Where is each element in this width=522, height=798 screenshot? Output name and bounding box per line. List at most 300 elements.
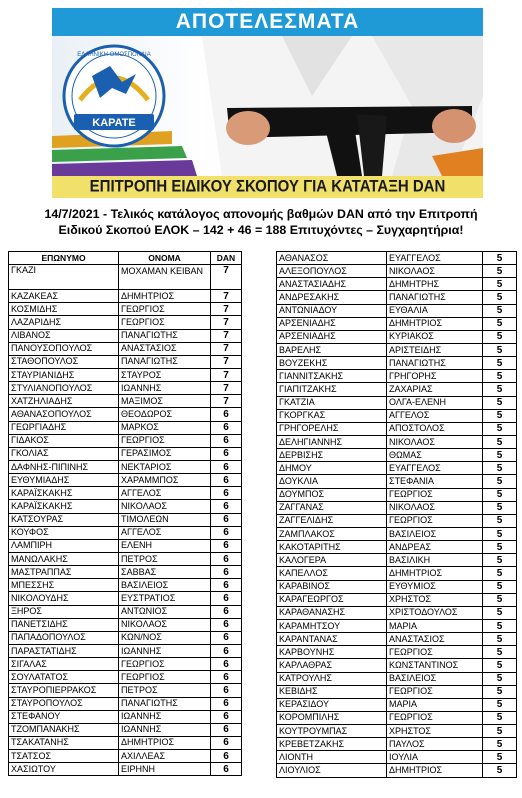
- cell-surname: ΔΑΦΝΗΣ-ΠΙΠΙΝΗΣ: [9, 460, 119, 473]
- cell-surname: ΜΠΕΣΣΗΣ: [9, 579, 119, 592]
- cell-firstname: ΟΛΓΑ-ΕΛΕΝΗ: [387, 396, 483, 409]
- cell-dan: 5: [483, 606, 517, 619]
- logo-text: ΚΑΡΑΤΕ: [92, 117, 136, 129]
- cell-firstname: ΠΑΥΛΟΣ: [387, 738, 483, 751]
- cell-dan: 5: [483, 462, 517, 475]
- table-row: [9, 408, 242, 421]
- cell-surname: ΛΙΟΝΤΗ: [277, 751, 387, 764]
- cell-firstname: ΑΓΓΕΛΟΣ: [119, 526, 211, 539]
- cell-firstname: ΘΩΜΑΣ: [387, 449, 483, 462]
- cell-dan: 5: [483, 685, 517, 698]
- cell-firstname: ΓΕΩΡΓΙΟΣ: [119, 658, 211, 671]
- table-row: [277, 396, 517, 409]
- cell-dan: 5: [483, 593, 517, 606]
- cell-dan: 5: [483, 422, 517, 435]
- table-row: [9, 566, 242, 579]
- cell-surname: ΑΝΔΡΕΣΑΚΗΣ: [277, 291, 387, 304]
- table-row: [277, 659, 517, 672]
- cell-firstname: ΠΑΝΑΓΙΩΤΗΣ: [387, 291, 483, 304]
- cell-dan: 5: [483, 370, 517, 383]
- table-row: [277, 265, 517, 278]
- cell-dan: 7: [211, 355, 242, 368]
- table-row: [277, 409, 517, 422]
- cell-surname: ΕΥΘΥΜΙΑΔΗΣ: [9, 474, 119, 487]
- cell-firstname: ΧΡΗΣΤΟΣ: [387, 593, 483, 606]
- cell-firstname: ΑΡΙΣΤΕΙΔΗΣ: [387, 343, 483, 356]
- cell-firstname: ΕΥΣΤΡΑΤΙΟΣ: [119, 592, 211, 605]
- cell-dan: 6: [211, 697, 242, 710]
- cell-dan: 5: [483, 383, 517, 396]
- table-row: [277, 462, 517, 475]
- cell-dan: 5: [483, 764, 517, 777]
- cell-surname: ΚΑΤΡΟΥΛΗΣ: [277, 672, 387, 685]
- cell-surname: ΚΑΡΛΑΘΡΑΣ: [277, 659, 387, 672]
- cell-surname: ΚΑΡΑΒΙΝΟΣ: [277, 580, 387, 593]
- cell-dan: 5: [483, 619, 517, 632]
- table-row: [9, 342, 242, 355]
- cell-firstname: ΕΥΑΓΓΕΛΟΣ: [387, 462, 483, 475]
- cell-firstname: ΜΑΞΙΜΟΣ: [119, 395, 211, 408]
- cell-dan: 6: [211, 605, 242, 618]
- cell-firstname: ΜΟΧΑΜΑΝ ΚΕΙΒΑΝ: [119, 265, 211, 290]
- table-row: [277, 554, 517, 567]
- cell-surname: ΧΑΣΙΩΤΟΥ: [9, 763, 119, 776]
- cell-dan: 6: [211, 474, 242, 487]
- cell-surname: ΚΑΡΑΝΤΑΝΑΣ: [277, 633, 387, 646]
- cell-firstname: ΜΑΡΙΑ: [387, 619, 483, 632]
- cell-dan: 7: [211, 342, 242, 355]
- table-row: [277, 527, 517, 540]
- cell-dan: 7: [211, 316, 242, 329]
- table-row: [277, 422, 517, 435]
- cell-surname: ΑΡΣΕΝΙΑΔΗΣ: [277, 330, 387, 343]
- cell-surname: ΜΑΣΤΡΑΠΠΑΣ: [9, 566, 119, 579]
- table-row: [277, 252, 517, 265]
- table-row: [9, 658, 242, 671]
- cell-surname: ΚΑΤΣΟΥΡΑΣ: [9, 513, 119, 526]
- cell-firstname: ΧΡΗΣΤΟΣ: [387, 725, 483, 738]
- table-row: [9, 487, 242, 500]
- cell-surname: ΚΑΚΟΤΑΡΙΤΗΣ: [277, 541, 387, 554]
- cell-surname: ΚΡΕΒΕΤΖΑΚΗΣ: [277, 738, 387, 751]
- cell-firstname: ΓΕΩΡΓΙΟΣ: [387, 685, 483, 698]
- cell-surname: ΚΟΡΟΜΠΙΛΗΣ: [277, 711, 387, 724]
- banner-subtitle: ΕΠΙΤΡΟΠΗ ΕΙΔΙΚΟΥ ΣΚΟΠΟΥ ΓΙΑ ΚΑΤΑΤΑΞΗ DAN: [89, 177, 446, 196]
- cell-dan: 5: [483, 265, 517, 278]
- table-row: [9, 290, 242, 303]
- cell-firstname: ΑΓΓΕΛΟΣ: [387, 409, 483, 422]
- table-row: [9, 368, 242, 381]
- logo-ring-text: ΕΛΛΗΝΙΚΗ ΟΜΟΣΠΟΝΔΙΑ: [77, 52, 151, 58]
- cell-firstname: ΚΥΡΙΑΚΟΣ: [387, 330, 483, 343]
- table-row: [277, 698, 517, 711]
- cell-surname: ΓΡΗΓΟΡΕΛΗΣ: [277, 422, 387, 435]
- cell-dan: 5: [483, 330, 517, 343]
- cell-firstname: ΚΩΝΣΤΑΝΤΙΝΟΣ: [387, 659, 483, 672]
- cell-dan: 5: [483, 278, 517, 291]
- cell-firstname: ΑΓΓΕΛΟΣ: [119, 487, 211, 500]
- cell-dan: 6: [211, 723, 242, 736]
- table-row: [277, 343, 517, 356]
- header-surname: ΕΠΩΝΥΜΟ: [9, 252, 119, 265]
- cell-surname: ΔΟΥΜΠΟΣ: [277, 488, 387, 501]
- cell-dan: 5: [483, 252, 517, 265]
- cell-surname: ΚΑΡΑΜΗΤΣΟΥ: [277, 619, 387, 632]
- cell-dan: 6: [211, 644, 242, 657]
- cell-firstname: ΓΕΩΡΓΙΟΣ: [119, 316, 211, 329]
- table-row: [9, 684, 242, 697]
- cell-surname: ΤΖΟΜΠΑΝΑΚΗΣ: [9, 723, 119, 736]
- cell-dan: 5: [483, 554, 517, 567]
- cell-firstname: ΒΑΣΙΛΙΚΗ: [387, 554, 483, 567]
- cell-dan: 7: [211, 368, 242, 381]
- cell-dan: 5: [483, 725, 517, 738]
- cell-dan: 5: [483, 698, 517, 711]
- cell-surname: ΑΘΑΝΑΣΟΠΟΥΛΟΣ: [9, 408, 119, 421]
- cell-firstname: ΣΤΕΦΑΝΙΑ: [387, 475, 483, 488]
- cell-surname: ΓΚΟΛΙΑΣ: [9, 447, 119, 460]
- table-row: [9, 592, 242, 605]
- cell-firstname: ΒΑΣΙΛΕΙΟΣ: [119, 579, 211, 592]
- cell-firstname: ΝΙΚΟΛΑΟΣ: [119, 500, 211, 513]
- cell-surname: ΚΑΡΑΪΣΚΑΚΗΣ: [9, 487, 119, 500]
- table-row: [277, 711, 517, 724]
- table-row: [277, 567, 517, 580]
- cell-surname: ΓΚΑΖΙ: [9, 265, 119, 290]
- table-row: [277, 488, 517, 501]
- cell-dan: 5: [483, 672, 517, 685]
- cell-dan: 5: [483, 527, 517, 540]
- table-row: [9, 421, 242, 434]
- cell-firstname: ΜΑΡΚΟΣ: [119, 421, 211, 434]
- cell-dan: 5: [483, 291, 517, 304]
- cell-firstname: ΠΕΤΡΟΣ: [119, 684, 211, 697]
- cell-firstname: ΙΩΑΝΝΗΣ: [119, 723, 211, 736]
- cell-surname: ΚΟΥΤΡΟΥΜΠΑΣ: [277, 725, 387, 738]
- table-row: [277, 304, 517, 317]
- header-firstname: ΟΝΟΜΑ: [119, 252, 211, 265]
- table-row: [9, 736, 242, 749]
- cell-dan: 5: [483, 396, 517, 409]
- cell-firstname: ΕΙΡΗΝΗ: [119, 763, 211, 776]
- cell-dan: 6: [211, 421, 242, 434]
- cell-firstname: ΔΗΜΗΤΡΙΟΣ: [387, 317, 483, 330]
- results-table-right-body: [277, 252, 517, 778]
- table-row: [277, 514, 517, 527]
- table-row: [9, 316, 242, 329]
- cell-surname: ΓΙΑΠΙΤΖΑΚΗΣ: [277, 383, 387, 396]
- table-row: [277, 501, 517, 514]
- cell-dan: 6: [211, 539, 242, 552]
- table-row: [9, 644, 242, 657]
- cell-surname: ΖΑΜΠΛΑΚΟΣ: [277, 527, 387, 540]
- cell-firstname: ΠΑΝΑΓΙΩΤΗΣ: [119, 355, 211, 368]
- cell-dan: 5: [483, 580, 517, 593]
- cell-dan: 6: [211, 763, 242, 776]
- cell-firstname: ΕΥΘΥΜΙΟΣ: [387, 580, 483, 593]
- table-row: [277, 370, 517, 383]
- table-row: [277, 541, 517, 554]
- cell-dan: 5: [483, 435, 517, 448]
- banner-title: ΑΠΟΤΕΛΕΣΜΑΤΑ: [175, 10, 360, 33]
- cell-dan: 5: [483, 501, 517, 514]
- cell-surname: ΚΑΡΑΓΕΩΡΓΟΣ: [277, 593, 387, 606]
- cell-firstname: ΝΙΚΟΛΑΟΣ: [119, 618, 211, 631]
- table-row: [9, 763, 242, 776]
- cell-dan: 6: [211, 631, 242, 644]
- cell-surname: ΞΗΡΟΣ: [9, 605, 119, 618]
- table-row: [9, 474, 242, 487]
- cell-surname: ΒΑΡΕΛΗΣ: [277, 343, 387, 356]
- cell-firstname: ΓΡΗΓΟΡΗΣ: [387, 370, 483, 383]
- cell-surname: ΣΟΥΛΑΤΑΤΟΣ: [9, 671, 119, 684]
- cell-dan: 6: [211, 460, 242, 473]
- cell-surname: ΔΕΡΒΙΣΗΣ: [277, 449, 387, 462]
- cell-surname: ΚΟΣΜΙΔΗΣ: [9, 303, 119, 316]
- cell-firstname: ΓΕΩΡΓΙΟΣ: [387, 514, 483, 527]
- cell-surname: ΣΤΑΥΡΙΑΝΙΔΗΣ: [9, 368, 119, 381]
- header-dan: DAN: [211, 252, 242, 265]
- karate-federation-logo: [64, 46, 164, 146]
- cell-dan: 5: [483, 449, 517, 462]
- cell-surname: ΠΑΠΑΔΟΠΟΥΛΟΣ: [9, 631, 119, 644]
- table-row: [277, 672, 517, 685]
- cell-firstname: ΝΙΚΟΛΑΟΣ: [387, 435, 483, 448]
- cell-dan: 5: [483, 646, 517, 659]
- cell-surname: ΣΙΓΑΛΑΣ: [9, 658, 119, 671]
- table-row: [9, 382, 242, 395]
- cell-dan: 7: [211, 382, 242, 395]
- cell-dan: 6: [211, 579, 242, 592]
- table-row: [9, 552, 242, 565]
- table-row: [9, 500, 242, 513]
- cell-surname: ΛΙΟΥΛΙΟΣ: [277, 764, 387, 777]
- cell-firstname: ΑΝΑΣΤΑΣΙΟΣ: [387, 633, 483, 646]
- cell-surname: ΓΙΔΑΚΟΣ: [9, 434, 119, 447]
- table-row: [277, 475, 517, 488]
- cell-firstname: ΧΑΡΑΜΜΠΟΣ: [119, 474, 211, 487]
- table-row: [277, 633, 517, 646]
- cell-firstname: ΝΕΚΤΑΡΙΟΣ: [119, 460, 211, 473]
- table-row: [277, 725, 517, 738]
- cell-firstname: ΖΑΧΑΡΙΑΣ: [387, 383, 483, 396]
- cell-firstname: ΒΑΣΙΛΕΙΟΣ: [387, 672, 483, 685]
- cell-surname: ΣΤΑΥΡΟΠΟΥΛΟΣ: [9, 697, 119, 710]
- table-row: [9, 329, 242, 342]
- table-row: [9, 579, 242, 592]
- table-row: [9, 697, 242, 710]
- cell-surname: ΠΑΡΑΣΤΑΤΙΔΗΣ: [9, 644, 119, 657]
- cell-firstname: ΙΩΑΝΝΗΣ: [119, 644, 211, 657]
- cell-dan: 7: [211, 329, 242, 342]
- table-row: [9, 355, 242, 368]
- cell-surname: ΚΑΡΑΘΑΝΑΣΗΣ: [277, 606, 387, 619]
- cell-firstname: ΔΗΜΗΤΡΙΟΣ: [119, 736, 211, 749]
- cell-surname: ΤΣΑΤΣΟΣ: [9, 750, 119, 763]
- cell-surname: ΔΕΛΗΓΙΑΝΝΗΣ: [277, 435, 387, 448]
- cell-firstname: ΙΩΑΝΝΗΣ: [119, 382, 211, 395]
- cell-firstname: ΑΝΔΡΕΑΣ: [387, 541, 483, 554]
- announcement-heading: [0, 206, 522, 238]
- table-row: [277, 580, 517, 593]
- cell-firstname: ΓΕΡΑΣΙΜΟΣ: [119, 447, 211, 460]
- cell-firstname: ΣΑΒΒΑΣ: [119, 566, 211, 579]
- table-row: [277, 619, 517, 632]
- cell-dan: 6: [211, 526, 242, 539]
- cell-surname: ΖΑΓΓΑΝΑΣ: [277, 501, 387, 514]
- cell-surname: ΛΑΖΑΡΙΔΗΣ: [9, 316, 119, 329]
- cell-surname: ΑΝΑΣΤΑΣΙΑΔΗΣ: [277, 278, 387, 291]
- cell-surname: ΔΗΜΟΥ: [277, 462, 387, 475]
- cell-firstname: ΚΩΝ/ΝΟΣ: [119, 631, 211, 644]
- cell-firstname: ΓΕΩΡΓΙΟΣ: [119, 434, 211, 447]
- cell-dan: 5: [483, 738, 517, 751]
- cell-surname: ΠΑΝΕΤΣΙΔΗΣ: [9, 618, 119, 631]
- cell-surname: ΚΑΛΟΓΕΡΑ: [277, 554, 387, 567]
- cell-dan: 6: [211, 513, 242, 526]
- cell-dan: 6: [211, 658, 242, 671]
- cell-dan: 5: [483, 633, 517, 646]
- cell-firstname: ΓΕΩΡΓΙΟΣ: [387, 488, 483, 501]
- cell-surname: ΓΚΟΡΓΚΑΣ: [277, 409, 387, 422]
- cell-firstname: ΘΕΟΔΩΡΟΣ: [119, 408, 211, 421]
- cell-dan: 7: [211, 265, 242, 290]
- table-row: [277, 449, 517, 462]
- cell-surname: ΝΙΚΟΛΟΥΔΗΣ: [9, 592, 119, 605]
- results-table-right: [276, 251, 517, 778]
- cell-surname: ΑΛΕΞΟΠΟΥΛΟΣ: [277, 265, 387, 278]
- table-row: [9, 723, 242, 736]
- cell-surname: ΛΑΜΠΙΡΗ: [9, 539, 119, 552]
- karate-artwork: [52, 36, 483, 176]
- cell-surname: ΑΝΤΩΝΙΑΔΟΥ: [277, 304, 387, 317]
- cell-firstname: ΑΝΤΩΝΙΟΣ: [119, 605, 211, 618]
- cell-surname: ΛΙΒΑΝΟΣ: [9, 329, 119, 342]
- cell-surname: ΚΑΡΒΟΥΝΗΣ: [277, 646, 387, 659]
- table-row: [9, 434, 242, 447]
- table-row: [277, 738, 517, 751]
- cell-firstname: ΑΠΟΣΤΟΛΟΣ: [387, 422, 483, 435]
- heading-line-1: 14/7/2021 - Τελικός κατάλογος απονομής βαθμών DAN από την Επιτροπή: [44, 207, 478, 221]
- table-row: [9, 618, 242, 631]
- cell-dan: 6: [211, 408, 242, 421]
- results-table-left: [8, 251, 242, 776]
- cell-firstname: ΔΗΜΗΤΡΗΣ: [387, 278, 483, 291]
- table-row: [9, 605, 242, 618]
- cell-surname: ΣΤΕΦΑΝΟΥ: [9, 710, 119, 723]
- cell-surname: ΓΚΑΤΖΙΑ: [277, 396, 387, 409]
- table-row: [9, 303, 242, 316]
- cell-dan: 5: [483, 409, 517, 422]
- table-row: [9, 265, 242, 290]
- cell-dan: 7: [211, 395, 242, 408]
- cell-firstname: ΒΑΣΙΛΕΙΟΣ: [387, 527, 483, 540]
- cell-dan: 5: [483, 317, 517, 330]
- cell-firstname: ΤΙΜΟΛΕΩΝ: [119, 513, 211, 526]
- cell-dan: 6: [211, 710, 242, 723]
- cell-firstname: ΑΧΙΛΛΕΑΣ: [119, 750, 211, 763]
- left-fist: [226, 111, 270, 145]
- cell-firstname: ΠΑΝΑΓΙΩΤΗΣ: [387, 357, 483, 370]
- cell-surname: ΚΕΒΙΔΗΣ: [277, 685, 387, 698]
- cell-surname: ΠΑΝΟΥΣΟΠΟΥΛΟΣ: [9, 342, 119, 355]
- cell-surname: ΚΑΠΕΛΛΟΣ: [277, 567, 387, 580]
- cell-surname: ΜΑΝΩΛΑΚΗΣ: [9, 552, 119, 565]
- cell-surname: ΚΑΡΑΪΣΚΑΚΗΣ: [9, 500, 119, 513]
- table-header-row: [9, 252, 242, 265]
- cell-firstname: ΙΩΑΝΝΗΣ: [119, 710, 211, 723]
- cell-surname: ΚΟΥΦΟΣ: [9, 526, 119, 539]
- table-row: [9, 631, 242, 644]
- cell-dan: 6: [211, 684, 242, 697]
- cell-firstname: ΝΙΚΟΛΑΟΣ: [387, 501, 483, 514]
- cell-surname: ΚΑΖΑΚΕΑΣ: [9, 290, 119, 303]
- cell-firstname: ΓΕΩΡΓΙΟΣ: [119, 303, 211, 316]
- table-row: [9, 671, 242, 684]
- table-row: [277, 317, 517, 330]
- cell-firstname: ΠΑΝΑΓΙΩΤΗΣ: [119, 697, 211, 710]
- cell-dan: 5: [483, 514, 517, 527]
- cell-dan: 5: [483, 659, 517, 672]
- cell-surname: ΑΘΑΝΑΣΟΣ: [277, 252, 387, 265]
- cell-dan: 6: [211, 447, 242, 460]
- cell-dan: 6: [211, 618, 242, 631]
- cell-dan: 6: [211, 500, 242, 513]
- cell-dan: 7: [211, 290, 242, 303]
- heading-line-2: Ειδικού Σκοπού ΕΛΟΚ – 142 + 46 = 188 Επιτυχόντες – Συγχαρητήρια!: [58, 223, 464, 237]
- cell-surname: ΣΤΑΥΡΟΠΙΕΡΡΑΚΟΣ: [9, 684, 119, 697]
- table-row: [277, 291, 517, 304]
- cell-dan: 5: [483, 304, 517, 317]
- table-row: [9, 460, 242, 473]
- cell-dan: 5: [483, 357, 517, 370]
- cell-dan: 7: [211, 303, 242, 316]
- cell-firstname: ΔΗΜΗΤΡΙΟΣ: [387, 567, 483, 580]
- cell-dan: 6: [211, 592, 242, 605]
- cell-surname: ΓΙΑΝΝΙΤΣΑΚΗΣ: [277, 370, 387, 383]
- cell-firstname: ΝΙΚΟΛΑΟΣ: [387, 265, 483, 278]
- results-table-left-body: [9, 265, 242, 776]
- right-fist: [432, 109, 476, 143]
- cell-dan: 5: [483, 567, 517, 580]
- results-banner: [52, 8, 483, 198]
- cell-surname: ΔΟΥΚΛΙΑ: [277, 475, 387, 488]
- cell-surname: ΤΣΑΚΑΤΑΝΗΣ: [9, 736, 119, 749]
- cell-dan: 5: [483, 541, 517, 554]
- cell-firstname: ΔΗΜΗΤΡΙΟΣ: [387, 764, 483, 777]
- table-row: [277, 435, 517, 448]
- cell-dan: 6: [211, 750, 242, 763]
- cell-surname: ΧΑΤΖΗΛΙΑΔΗΣ: [9, 395, 119, 408]
- cell-firstname: ΕΛΕΝΗ: [119, 539, 211, 552]
- table-row: [277, 646, 517, 659]
- cell-firstname: ΙΟΥΛΙΑ: [387, 751, 483, 764]
- cell-surname: ΓΕΩΡΓΙΑΔΗΣ: [9, 421, 119, 434]
- cell-dan: 6: [211, 736, 242, 749]
- cell-firstname: ΧΡΙΣΤΟΔΟΥΛΟΣ: [387, 606, 483, 619]
- cell-firstname: ΕΥΘΑΛΙΑ: [387, 304, 483, 317]
- cell-firstname: ΓΕΩΡΓΙΟΣ: [387, 646, 483, 659]
- cell-dan: 5: [483, 751, 517, 764]
- table-row: [9, 395, 242, 408]
- cell-surname: ΣΤΑΘΟΠΟΥΛΟΣ: [9, 355, 119, 368]
- cell-surname: ΑΡΣΕΝΙΑΔΗΣ: [277, 317, 387, 330]
- cell-surname: ΖΑΓΓΕΛΙΔΗΣ: [277, 514, 387, 527]
- cell-dan: 5: [483, 343, 517, 356]
- cell-dan: 6: [211, 552, 242, 565]
- cell-surname: ΣΤΥΛΙΑΝΟΠΟΥΛΟΣ: [9, 382, 119, 395]
- cell-firstname: ΓΕΩΡΓΙΟΣ: [119, 671, 211, 684]
